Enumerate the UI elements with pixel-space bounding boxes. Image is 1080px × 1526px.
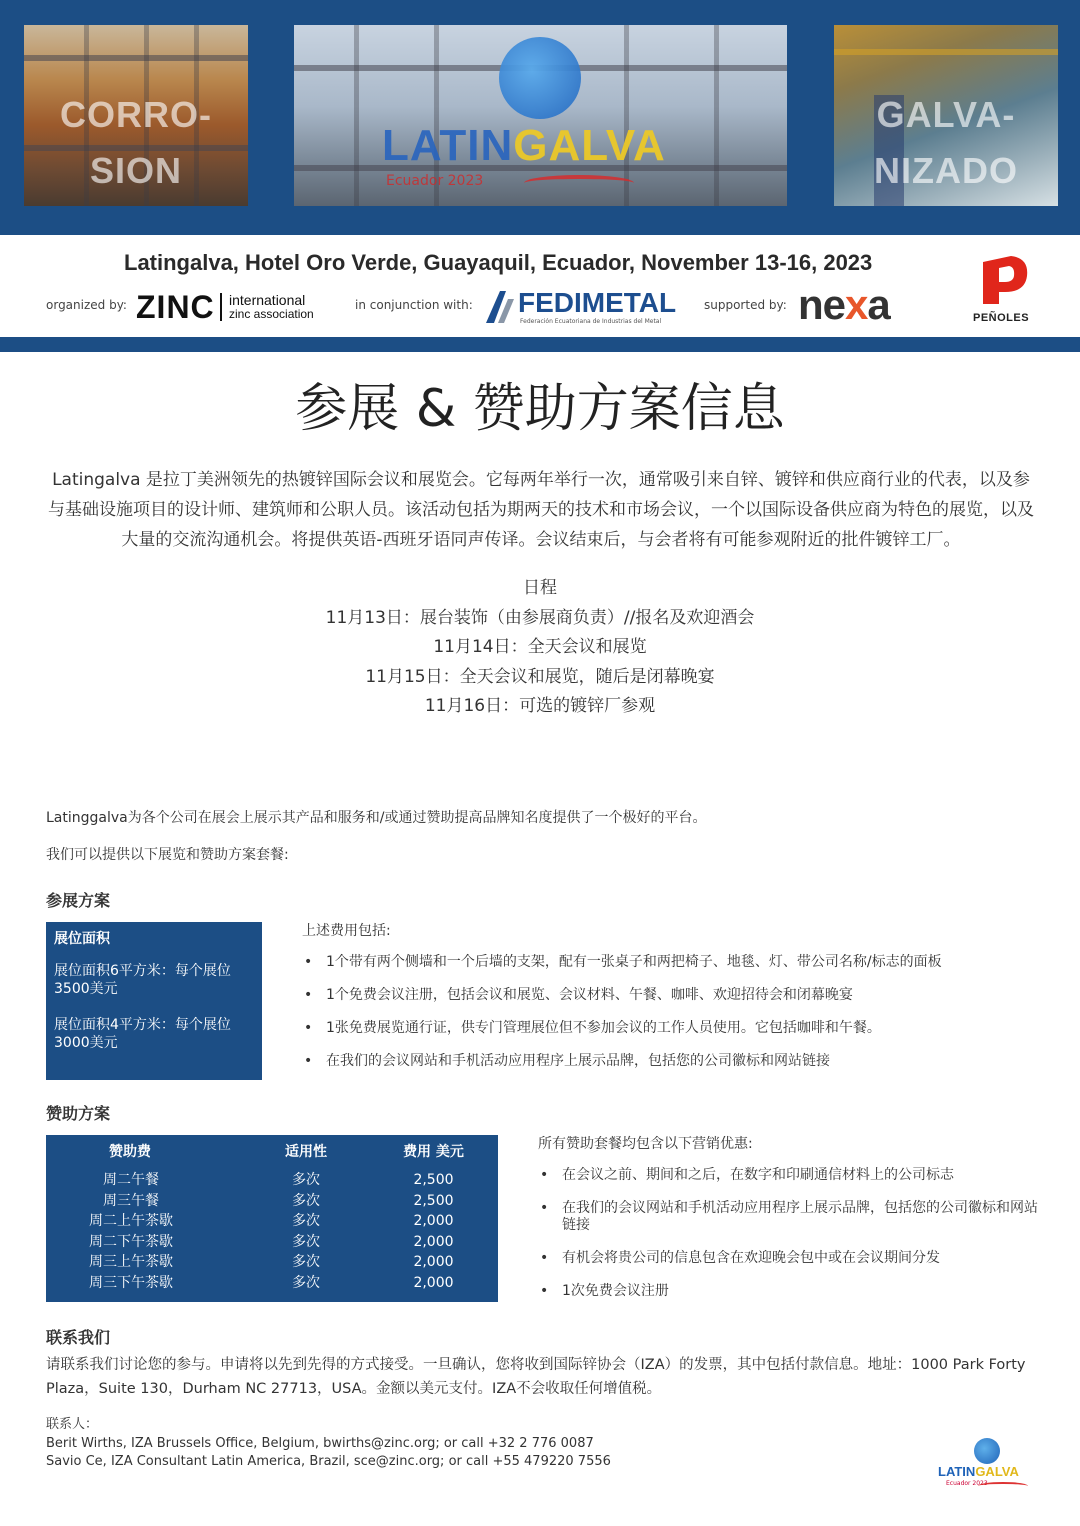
contact-persons <box>46 1416 611 1472</box>
globe-icon <box>499 37 581 119</box>
marketing-heading: 所有赞助套餐均包含以下营销优惠: <box>538 1136 753 1152</box>
exhibit-heading: 参展方案 <box>46 891 111 910</box>
table-cell: 多次 <box>292 1233 320 1250</box>
contact-paragraph: 请联系我们讨论您的参与。申请将以先到先得的方式接受。一旦确认，您将收到国际锌协会（IZA）的发票，其中包括付款信息。地址：1000 Park Forty Plaza，Suite 130，Durham NC 27713，USA。金额以美元支付。IZA不会收取任何增值税。 <box>46 1357 1026 1397</box>
includes-list <box>302 954 1042 1070</box>
table-cell: 2,500 <box>413 1192 454 1209</box>
table-cell: 多次 <box>292 1213 320 1230</box>
conjunction-label: in conjunction with: <box>355 298 473 312</box>
table-cell: 2,500 <box>413 1172 454 1188</box>
contact-person: Berit Wirths, IZA Brussels Office, Belgium, bwirths@zinc.org; or call +32 2 776 0087 <box>46 1435 594 1451</box>
fedimetal-logo: FEDIMETAL <box>518 287 677 318</box>
latingalva-logo: LATINGALVA <box>382 121 666 170</box>
nexa-logo: nexa <box>798 281 890 328</box>
list-item: • 在我们的会议网站和手机活动应用程序上展示品牌，包括您的公司徽标和网站链接 <box>302 1053 1042 1070</box>
contact-persons-label: 联系人： <box>46 1417 99 1432</box>
list-item: • 1次免费会议注册 <box>538 1283 1038 1300</box>
zinc-logo: ZINC <box>136 289 215 325</box>
offer-paragraph: 我们可以提供以下展览和赞助方案套餐: <box>46 847 289 863</box>
event-line: Latingalva, Hotel Oro Verde, Guayaquil, Ecuador, November 13-16, 2023 <box>124 250 873 275</box>
fedimetal-mark-icon <box>486 291 514 323</box>
table-cell: 周二午餐 <box>103 1172 159 1188</box>
rusted-bridge-photo <box>24 25 248 206</box>
list-item: • 1个免费会议注册，包括会议和展览、会议材料、午餐、咖啡、欢迎招待会和闭幕晚宴 <box>302 987 1042 1004</box>
penoles-logo: PEÑOLES <box>973 312 1030 324</box>
organized-label: organized by: <box>46 298 127 312</box>
table-cell: 2,000 <box>413 1213 454 1230</box>
supported-label: supported by: <box>704 298 787 312</box>
table-cell: 周三下午茶歇 <box>89 1274 173 1291</box>
platform-paragraph: Latinggalva为各个公司在展会上展示其产品和服务和/或通过赞助提高品牌知名度提供了一个极好的平台。 <box>46 810 707 826</box>
schedule-item: 11月14日：全天会议和展览 <box>433 637 647 658</box>
galvanizing-worker-photo <box>834 25 1058 206</box>
fedimetal-logo-sub: Federación Ecuatoriana de Industrias del Metal <box>520 318 662 325</box>
col-header-applicability: 适用性 <box>285 1144 327 1160</box>
logo-row <box>0 281 1080 335</box>
zinc-logo-sub2: zinc association <box>229 307 314 321</box>
marketing-list <box>538 1167 1038 1300</box>
sponsorship-table <box>46 1135 498 1302</box>
list-item: • 1张免费展览通行证，供专门管理展位但不参加会议的工作人员使用。它包括咖啡和午餐。 <box>302 1020 1042 1037</box>
table-cell: 2,000 <box>413 1274 454 1291</box>
table-cell: 多次 <box>292 1172 320 1188</box>
sponsorship-heading: 赞助方案 <box>46 1104 111 1123</box>
logo-swoosh-icon <box>978 1482 1028 1490</box>
galvanized-word-1: GALVA- <box>876 94 1016 135</box>
penoles-mark-icon <box>977 252 1033 308</box>
intro-paragraph: Latingalva 是拉丁美洲领先的热镀锌国际会议和展览会。它每两年举行一次，通常吸引来自锌、镀锌和供应商行业的代表，以及参与基础设施项目的设计师、建筑师和公职人员。该活动包括为期两天的技术和市场会议，一个以国际设备供应商为特色的展览，以及大量的交流沟通机会。将提供英语-西班牙语同声传译。会议结束后，与会者将有可能参观附近的批件镀锌工厂。 <box>48 470 1034 550</box>
schedule-item: 11月16日：可选的镀锌厂参观 <box>424 696 656 717</box>
footer-latingalva-logo: LATINGALVA Ecuador 2023 <box>938 1438 1038 1498</box>
table-cell: 2,000 <box>413 1254 454 1271</box>
table-cell: 周二下午茶歇 <box>89 1233 173 1250</box>
table-cell: 多次 <box>292 1192 320 1209</box>
includes-heading: 上述费用包括: <box>302 923 391 939</box>
header-divider <box>0 337 1080 352</box>
zinc-logo-divider <box>220 293 222 321</box>
corrosion-word-1: CORRO- <box>60 94 212 135</box>
col-header-item: 赞助费 <box>109 1144 151 1160</box>
table-cell: 2,000 <box>413 1233 454 1250</box>
list-item: • 1个带有两个侧墙和一个后墙的支架，配有一张桌子和两把椅子、地毯、灯、带公司名称/标志的面板 <box>302 954 1042 971</box>
table-cell: 多次 <box>292 1254 320 1271</box>
schedule-item: 11月13日：展台装饰（由参展商负责）//报名及欢迎酒会 <box>325 607 755 628</box>
zinc-logo-sub1: international <box>229 292 306 308</box>
list-item: • 有机会将贵公司的信息包含在欢迎晚会包中或在会议期间分发 <box>538 1250 1038 1267</box>
item-column <box>46 1170 216 1294</box>
list-item: • 在会议之前、期间和之后，在数字和印刷通信材料上的公司标志 <box>538 1167 1038 1184</box>
bridge-photo-with-logo <box>294 25 787 206</box>
table-cell: 多次 <box>292 1274 320 1291</box>
schedule-item: 11月15日：全天会议和展览，随后是闭幕晚宴 <box>365 666 715 687</box>
table-cell: 周三午餐 <box>103 1192 159 1209</box>
logo-swoosh-icon <box>524 175 634 191</box>
list-item: • 在我们的会议网站和手机活动应用程序上展示品牌，包括您的公司徽标和网站链接 <box>538 1200 1038 1234</box>
page-title: 参展 & 赞助方案信息 <box>295 379 785 439</box>
schedule <box>0 574 1080 722</box>
use-column <box>276 1170 336 1294</box>
table-cell: 周二上午茶歇 <box>89 1213 173 1230</box>
contact-person: Savio Ce, IZA Consultant Latin America, Brazil, sce@zinc.org; or call +55 479220 7556 <box>46 1454 611 1469</box>
col-header-fee: 费用 美元 <box>403 1144 464 1160</box>
booth-box-title: 展位面积 <box>54 931 110 947</box>
footer-logo-sub: Ecuador 2023 <box>946 1480 988 1487</box>
fee-column <box>401 1170 466 1294</box>
booth-size-box <box>46 922 262 1080</box>
booth-option: 展位面积6平方米：每个展位3500美元 <box>54 963 231 997</box>
table-cell: 周三上午茶歇 <box>89 1254 173 1271</box>
corrosion-word-2: SION <box>89 150 182 191</box>
globe-icon <box>974 1438 1000 1464</box>
booth-option: 展位面积4平方米：每个展位3000美元 <box>54 1017 231 1051</box>
galvanized-word-2: NIZADO <box>874 150 1018 191</box>
top-banner <box>0 0 1080 235</box>
schedule-heading: 日程 <box>523 578 557 598</box>
latingalva-logo-sub: Ecuador 2023 <box>386 173 484 189</box>
contact-heading: 联系我们 <box>46 1328 111 1347</box>
